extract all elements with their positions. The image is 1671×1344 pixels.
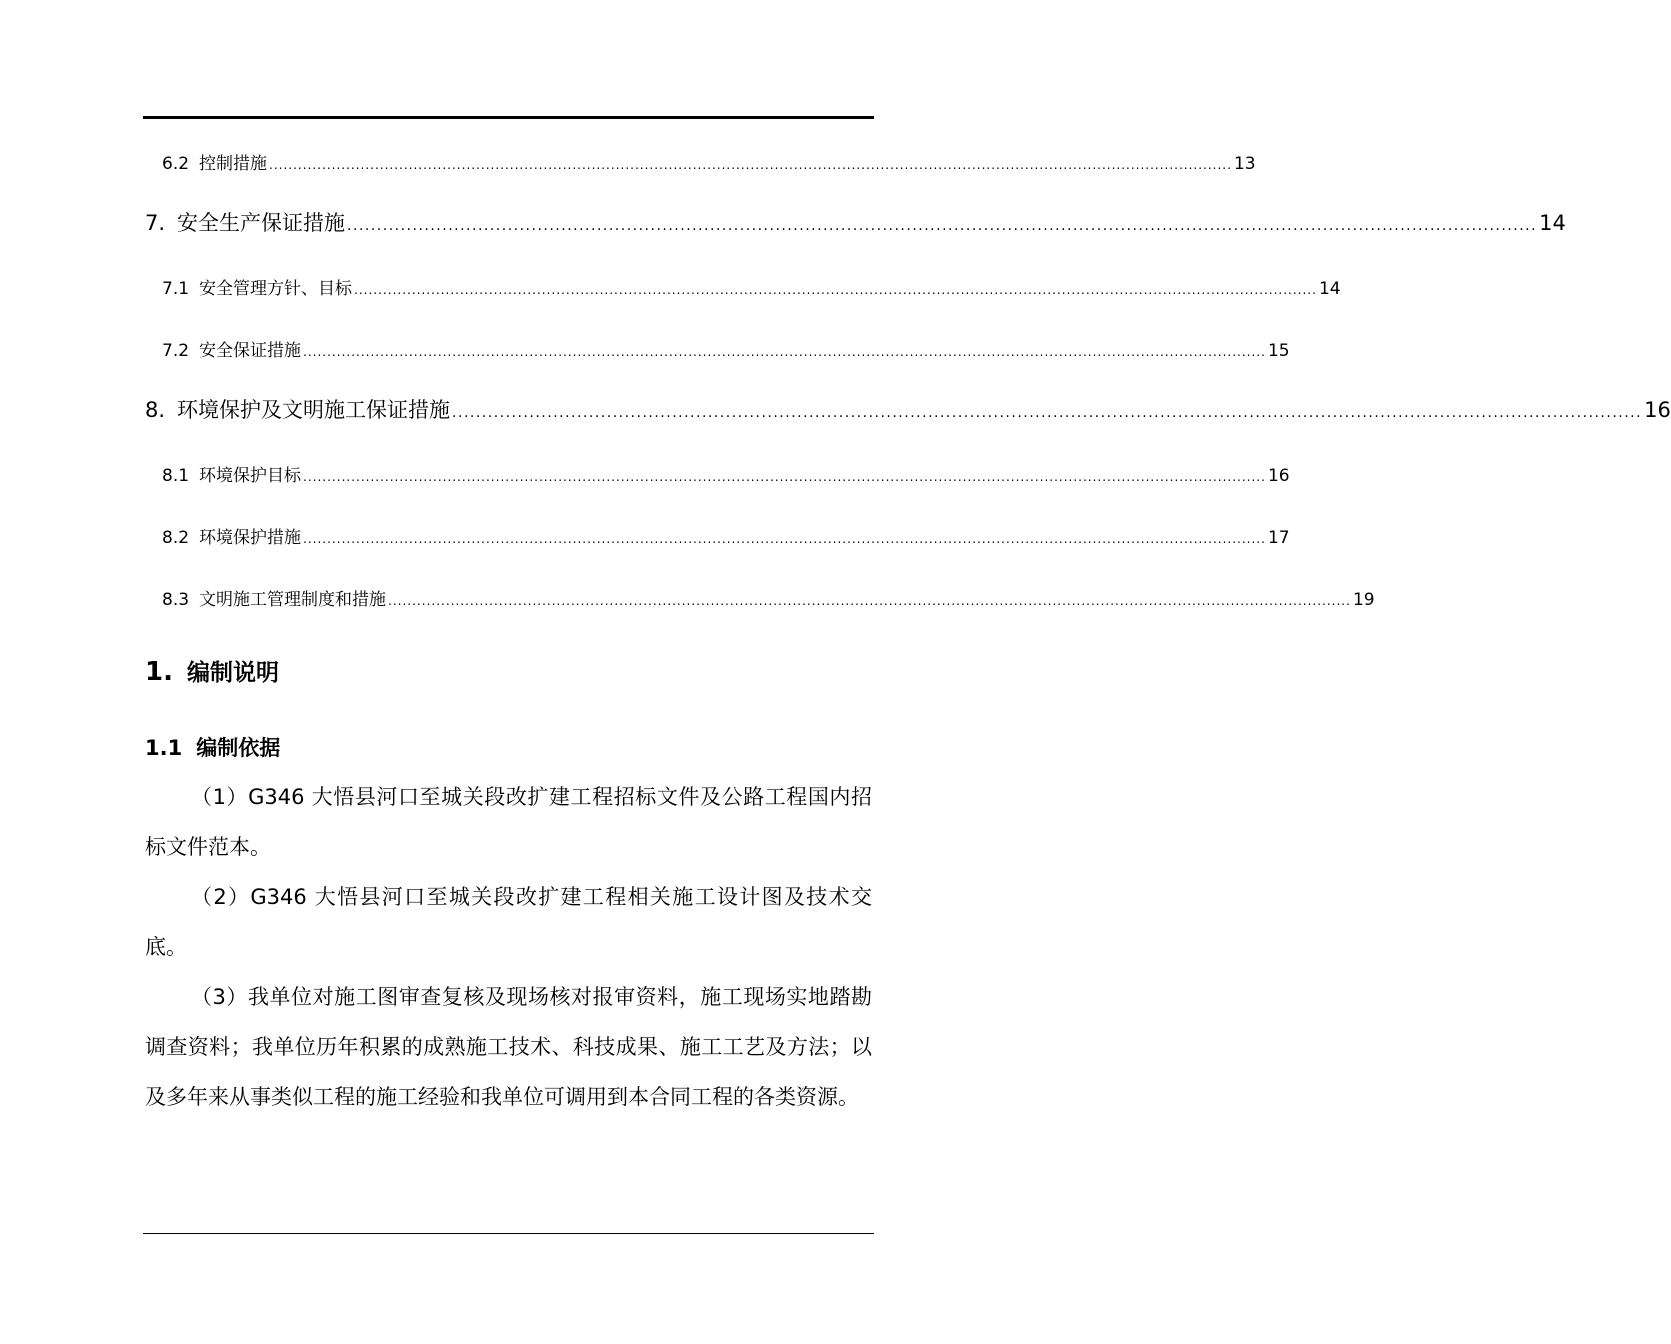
toc-page-number: 16 — [1267, 466, 1290, 486]
toc-leader: ........................................................................................................................................................................................................ — [303, 345, 1266, 359]
toc-leader: ........................................................................................................................................................................................................ — [347, 218, 1538, 234]
toc-title: 环境保护目标 — [199, 466, 302, 486]
body-paragraph-3: （3）我单位对施工图审查复核及现场核对报审资料，施工现场实地踏勘调查资料；我单位历年积累的成熟施工技术、科技成果、施工工艺及方法；以及多年来从事类似工程的施工经验和我单位可调用到本合同工程的各类资源。 — [145, 985, 872, 1109]
toc-leader: ........................................................................................................................................................................................................ — [303, 532, 1266, 546]
toc-page-number: 16 — [1644, 398, 1671, 422]
toc-number: 8. — [145, 398, 166, 422]
toc-title: 安全生产保证措施 — [177, 211, 346, 235]
toc-page-number: 17 — [1267, 528, 1290, 548]
toc-page-number: 15 — [1267, 341, 1290, 361]
toc-leader: ........................................................................................................................................................................................................ — [303, 470, 1266, 484]
toc-page-number: 14 — [1318, 279, 1341, 299]
toc-entry-7-1[interactable] — [162, 277, 1341, 301]
toc-number: 7.1 — [162, 279, 190, 299]
toc-page-number: 13 — [1233, 154, 1256, 174]
toc-number: 6.2 — [162, 154, 190, 174]
toc-page-number: 14 — [1539, 211, 1566, 235]
toc-leader: ........................................................................................................................................................................................................ — [354, 283, 1317, 297]
toc-number: 7.2 — [162, 341, 190, 361]
toc-leader: ........................................................................................................................................................................................................ — [388, 594, 1351, 608]
toc-entry-7[interactable] — [145, 208, 1566, 238]
heading-text: 编制说明 — [186, 660, 279, 686]
section-heading-1 — [145, 654, 279, 690]
toc-title: 环境保护措施 — [199, 528, 302, 548]
body-paragraph-2: （2）G346 大悟县河口至城关段改扩建工程相关施工设计图及技术交底。 — [145, 885, 872, 959]
toc-leader: ........................................................................................................................................................................................................ — [269, 158, 1232, 172]
toc-title: 控制措施 — [199, 154, 268, 174]
heading-number: 1.1 — [145, 736, 183, 760]
header-rule — [143, 116, 874, 119]
toc-page-number: 19 — [1352, 590, 1375, 610]
toc-entry-8[interactable] — [145, 395, 1671, 425]
toc-leader: ........................................................................................................................................................................................................ — [452, 405, 1643, 421]
heading-number: 1. — [145, 657, 173, 687]
heading-text: 编制依据 — [196, 736, 281, 760]
section-heading-1-1 — [145, 732, 280, 764]
toc-entry-8-2[interactable] — [162, 526, 1290, 550]
toc-number: 8.1 — [162, 466, 190, 486]
toc-entry-8-1[interactable] — [162, 464, 1290, 488]
toc-number: 7. — [145, 211, 166, 235]
body-paragraph-1: （1）G346 大悟县河口至城关段改扩建工程招标文件及公路工程国内招标文件范本。 — [145, 785, 872, 859]
toc-entry-6-2[interactable] — [162, 152, 1256, 176]
toc-title: 安全保证措施 — [199, 341, 302, 361]
toc-title: 环境保护及文明施工保证措施 — [177, 398, 451, 422]
toc-title: 安全管理方针、目标 — [199, 279, 353, 299]
toc-title: 文明施工管理制度和措施 — [199, 590, 387, 610]
toc-entry-7-2[interactable] — [162, 339, 1290, 363]
toc-number: 8.3 — [162, 590, 190, 610]
footer-rule — [143, 1233, 874, 1234]
toc-entry-8-3[interactable] — [162, 588, 1375, 612]
toc-number: 8.2 — [162, 528, 190, 548]
